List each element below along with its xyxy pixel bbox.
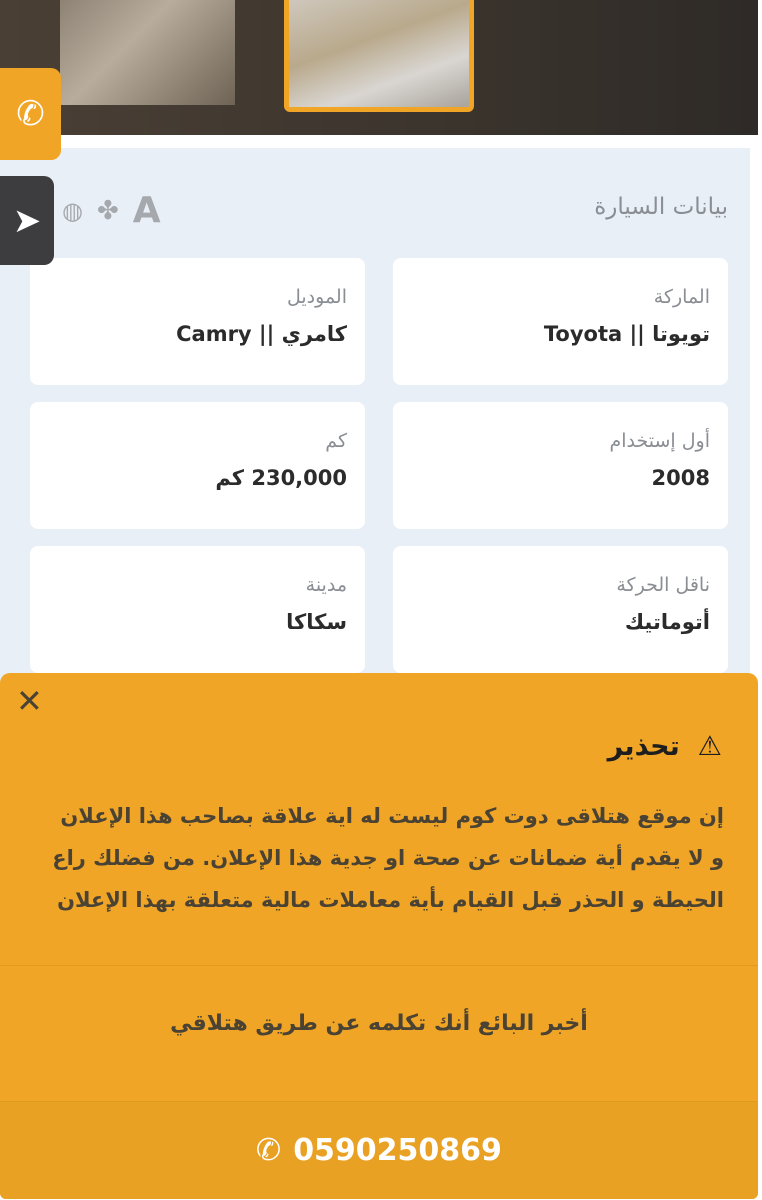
divider	[0, 965, 758, 966]
phone-icon: ✆	[16, 94, 45, 134]
floating-call-button[interactable]	[0, 68, 61, 160]
detail-card-transmission	[393, 546, 728, 673]
gallery-thumbnail-selected[interactable]	[284, 0, 474, 112]
detail-card-city	[30, 546, 365, 673]
font-icon[interactable]: A	[132, 190, 161, 231]
section-icons	[62, 190, 161, 231]
detail-card-mileage	[30, 402, 365, 529]
phone-icon: ✆	[256, 1133, 282, 1168]
detail-value: سكاكا	[286, 610, 347, 634]
phone-number: 0590250869	[293, 1133, 502, 1168]
fan-icon[interactable]: ✤	[96, 195, 119, 226]
warning-modal	[0, 673, 758, 1199]
detail-label: ناقل الحركة	[616, 574, 710, 596]
call-seller-button[interactable]	[0, 1101, 758, 1199]
image-gallery	[0, 0, 758, 135]
detail-value: تويوتا || Toyota	[543, 322, 710, 346]
detail-label: الموديل	[286, 286, 347, 308]
warning-title: تحذير	[607, 731, 680, 762]
detail-value: أتوماتيك	[624, 610, 710, 634]
globe-icon[interactable]: ◍	[62, 196, 83, 225]
warning-heading	[608, 731, 722, 762]
detail-label: مدينة	[305, 574, 347, 596]
detail-label: الماركة	[653, 286, 710, 308]
warning-icon: ⚠	[697, 731, 722, 762]
detail-value: 230,000 كم	[215, 466, 347, 490]
detail-card-first-use	[393, 402, 728, 529]
detail-card-model	[30, 258, 365, 385]
detail-label: كم	[325, 430, 347, 452]
share-icon: ➤	[12, 200, 42, 241]
detail-value: 2008	[651, 466, 710, 490]
close-icon[interactable]: ✕	[16, 682, 43, 720]
detail-card-brand	[393, 258, 728, 385]
warning-body: إن موقع هتلاقى دوت كوم ليست له اية علاقة بصاحب هذا الإعلان و لا يقدم أية ضمانات عن صحة او جدية هذا الإعلان. من فضلك راع الحيطة و الحذر قبل القيام بأية معاملات مالية متعلقة بهذا الإعلان	[52, 804, 724, 912]
detail-label: أول إستخدام	[609, 430, 710, 452]
detail-value: كامري || Camry	[176, 322, 347, 346]
gallery-thumbnail[interactable]	[60, 0, 235, 105]
floating-share-button[interactable]	[0, 176, 54, 265]
section-title: بيانات السيارة	[594, 194, 728, 220]
tell-seller-text: أخبر البائع أنك تكلمه عن طريق هتلاقي	[170, 1011, 588, 1036]
